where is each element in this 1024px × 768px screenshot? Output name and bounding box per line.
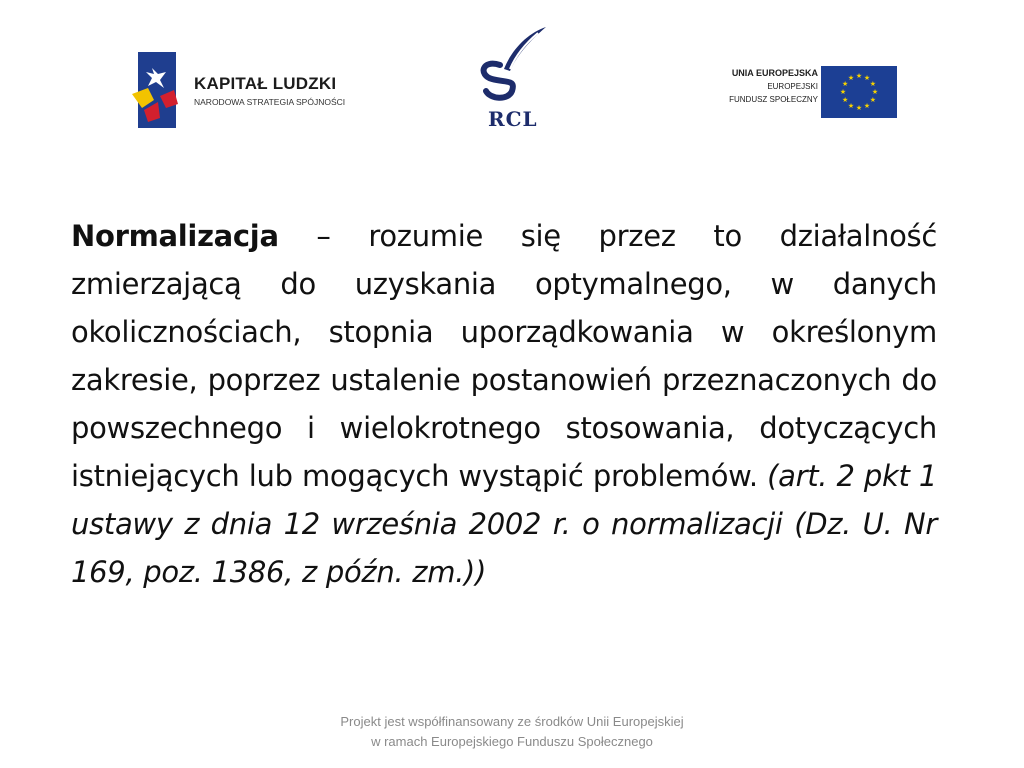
definition-body: – rozumie się przez to działalność zmierzającą do uzyskania optymalnego, w danych okolicznościach, stopnia uporządkowania w określonym zakresie, poprzez ustalenie postanowień przeznaczonych do powszechnego i wielokrotnego stosowania, dotyczących istniejących lub mogących wystąpić problemów.	[71, 219, 937, 493]
eu-fund-line2: FUNDUSZ SPOŁECZNY	[729, 95, 818, 104]
eu-star-icon: ★	[842, 97, 849, 104]
eu-star-icon: ★	[855, 73, 863, 80]
eu-logo	[705, 64, 900, 118]
eu-flag-icon	[821, 66, 897, 118]
eu-star-icon: ★	[863, 75, 871, 83]
eu-name: UNIA EUROPEJSKA	[731, 68, 818, 78]
eu-star-icon: ★	[869, 81, 876, 88]
kapital-ludzki-title: KAPITAŁ LUDZKI	[194, 74, 337, 93]
eu-star-icon: ★	[871, 89, 879, 96]
quill-icon	[472, 25, 552, 110]
legal-citation: (art. 2 pkt 1 ustawy z dnia 12 września 2002 r. o normalizacji (Dz. U. Nr 169, poz. 1386, z późn. zm.))	[71, 459, 937, 589]
kapital-ludzki-emblem-icon	[130, 50, 190, 130]
eu-star-icon: ★	[863, 102, 871, 110]
rcl-text: RCL	[488, 107, 538, 131]
definition-term: Normalizacja	[71, 219, 279, 253]
eu-star-icon: ★	[847, 75, 855, 83]
eu-star-icon: ★	[847, 102, 855, 110]
footer-line-2: w ramach Europejskiego Funduszu Społecznego	[371, 734, 653, 749]
kapital-ludzki-logo	[130, 50, 370, 130]
kapital-ludzki-subtitle: NARODOWA STRATEGIA SPÓJNOŚCI	[194, 97, 346, 107]
definition-paragraph	[71, 212, 937, 596]
eu-fund-line1: EUROPEJSKI	[767, 82, 818, 91]
footer-line-1: Projekt jest współfinansowany ze środków Unii Europejskiej	[340, 714, 684, 729]
eu-star-icon: ★	[842, 81, 849, 88]
footer-note	[262, 712, 762, 752]
eu-star-icon: ★	[869, 97, 876, 104]
eu-star-icon: ★	[855, 105, 863, 112]
eu-star-icon: ★	[839, 89, 847, 96]
rcl-logo	[472, 25, 552, 130]
